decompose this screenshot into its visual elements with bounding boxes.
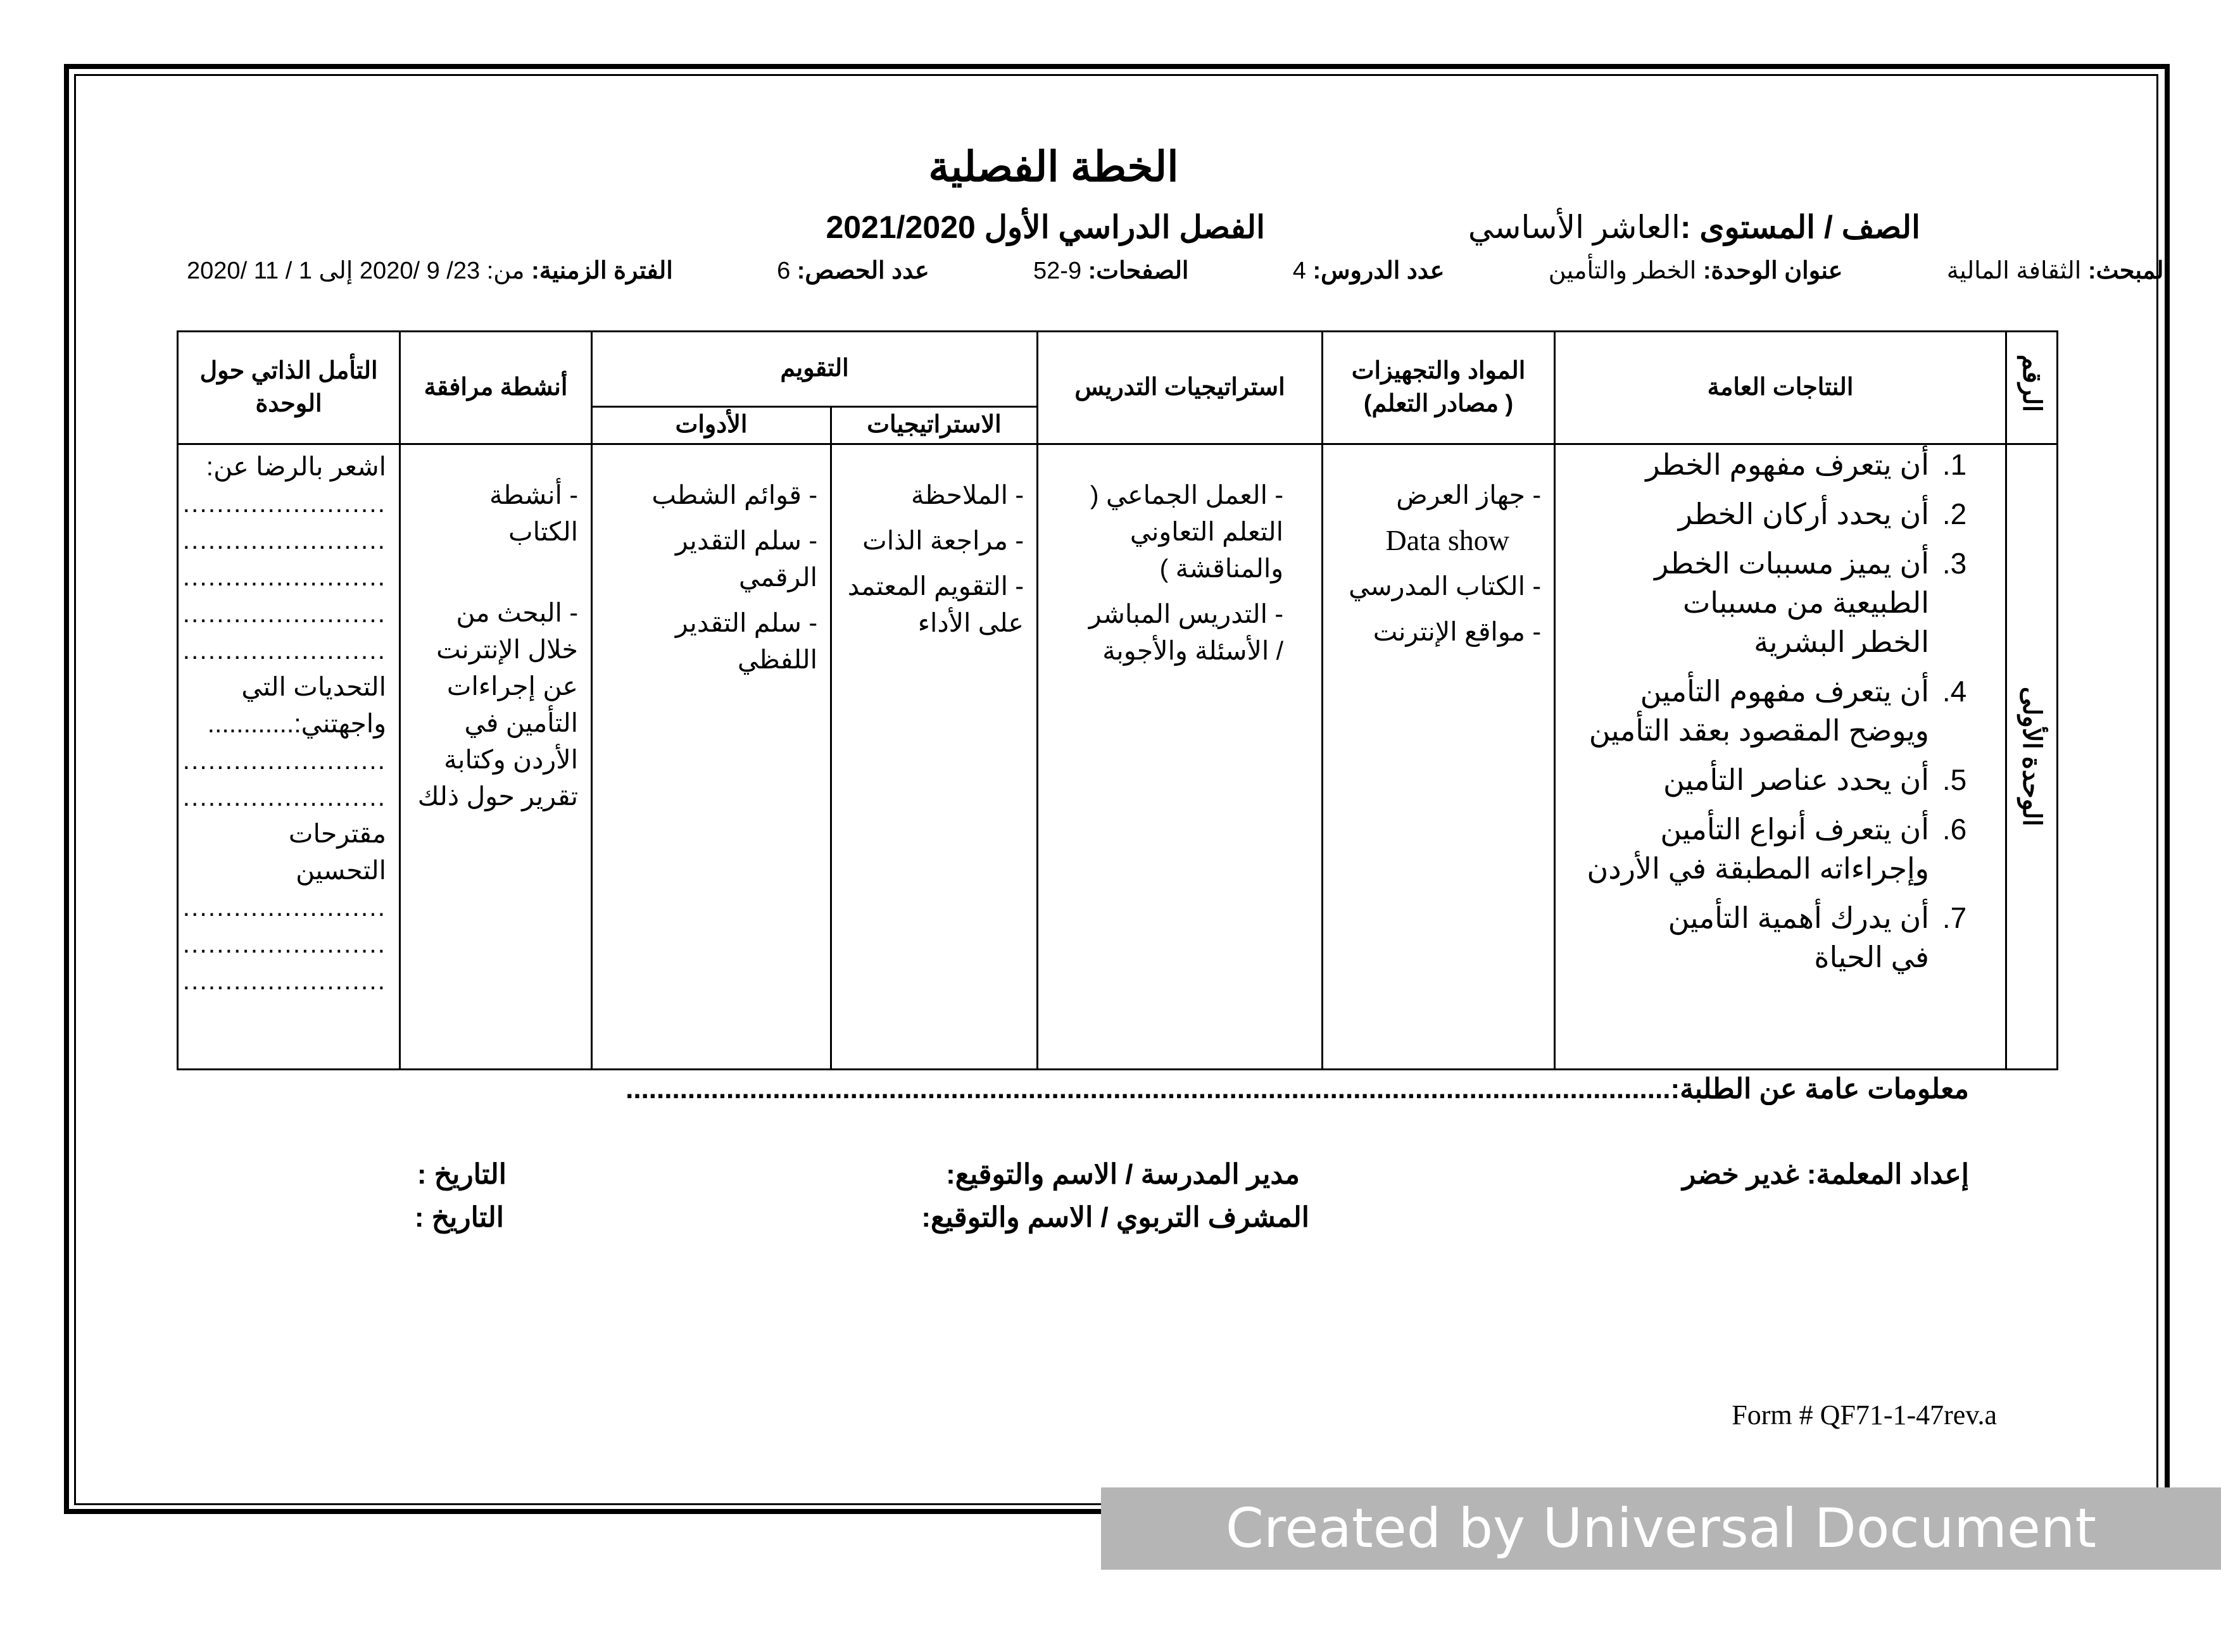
eval-strategy-item: - الملاحظة [845, 477, 1024, 513]
supervisor-date: التاريخ : [414, 1202, 504, 1233]
eval-tool-item: - سلم التقدير الرقمي [605, 522, 817, 596]
header-evaluation: التقويم [592, 332, 1038, 407]
outcome-item: 4. أن يتعرف مفهوم التأمين ويوضح المقصود بعقد التأمين [1589, 675, 1967, 747]
principal-signature: مدير المدرسة / الاسم والتوقيع: [946, 1159, 1300, 1190]
plan-table [177, 330, 2058, 1070]
page-title: الخطة الفصلية [928, 143, 1179, 190]
outcome-item: 2. أن يحدد أركان الخطر [1678, 497, 1967, 530]
material-item: Data show [1385, 524, 1510, 556]
blank-line: ........................ [182, 525, 386, 554]
watermark: Created by Universal Document Converter [1101, 1487, 2221, 1570]
outcome-item: 7. أن يدرك أهمية التأمين في الحياة [1668, 901, 1967, 973]
outcome-item: 6. أن يتعرف أنواع التأمين وإجراءاته المطبقة في الأردن [1587, 813, 1967, 885]
material-item: - جهاز العرض [1336, 477, 1541, 513]
blank-line: ........................ [182, 489, 386, 518]
blank-line: ........................ [182, 562, 386, 591]
blank-line: ........................ [182, 966, 386, 995]
activity-item: - البحث من خلال الإنترنت عن إجراءات التأمين في الأردن وكتابة تقرير حول ذلك [413, 594, 578, 815]
strategy-item: - التدريس المباشر / الأسئلة والأجوبة [1076, 596, 1283, 669]
header-outcomes: النتاجات العامة [1555, 332, 2006, 444]
blank-line: ........................ [182, 746, 386, 775]
eval-strategy-item: - مراجعة الذات [845, 522, 1024, 559]
lessons-count: عدد الدروس: 4 [1292, 258, 1445, 284]
header-reflection: التأمل الذاتي حول الوحدة [178, 332, 400, 444]
blank-line: ........................ [182, 929, 386, 958]
info-row [187, 256, 2170, 285]
reflection-cell [178, 444, 400, 1070]
outcomes-cell [1555, 444, 2006, 1070]
unit-title: عنوان الوحدة: الخطر والتأمين [1548, 258, 1843, 284]
principal-date: التاريخ : [417, 1159, 506, 1190]
eval-strategy-item: - التقويم المعتمد على الأداء [845, 568, 1024, 641]
subject: المبحث: الثقافة المالية [1946, 258, 2170, 284]
materials-cell [1323, 444, 1555, 1070]
header-activities: أنشطة مرافقة [400, 332, 592, 444]
time-period: الفترة الزمنية: من: 23/ 9 /2020 إلى 1 / 11 /2020 [187, 258, 673, 284]
reflection-satisfied: اشعر بالرضا عن: [206, 452, 386, 481]
grade-label: الصف / المستوى :العاشر الأساسي [1468, 210, 1920, 245]
material-item: - الكتاب المدرسي [1336, 568, 1541, 604]
blank-line: ........................ [182, 782, 386, 811]
material-item: - مواقع الإنترنت [1336, 613, 1541, 650]
outcome-item: 5. أن يحدد عناصر التأمين [1663, 763, 1967, 796]
strategies-cell [1038, 444, 1323, 1070]
pages: الصفحات: 9-52 [1033, 258, 1189, 284]
eval-tools-cell [592, 444, 831, 1070]
header-strategies: استراتيجيات التدريس [1038, 332, 1323, 444]
eval-strategies-cell [831, 444, 1038, 1070]
outcome-item: 1. أن يتعرف مفهوم الخطر [1645, 448, 1967, 481]
header-eval-tools: الأدوات [592, 407, 831, 444]
header-materials: المواد والتجهيزات ( مصادر التعلم) [1323, 332, 1555, 444]
outcome-item: 3. أن يميز مسببات الخطر الطبيعية من مسببات الخطر البشرية [1654, 547, 1967, 658]
semester: الفصل الدراسي الأول 2021/2020 [826, 210, 1265, 245]
blank-line: ........................ [182, 635, 386, 665]
unit-cell: الوحدة الأولى [2006, 444, 2058, 1070]
eval-tool-item: - سلم التقدير اللفظي [605, 604, 817, 678]
reflection-suggestions: مقترحات التحسين [288, 819, 386, 885]
prepared-by: إعداد المعلمة: غدير خضر [1682, 1159, 1969, 1190]
blank-line: ........................ [182, 599, 386, 628]
strategy-item: - العمل الجماعي ( التعلم التعاوني والمناقشة ) [1076, 477, 1283, 587]
activity-item: - أنشطة الكتاب [413, 477, 578, 550]
header-number: الرقم [2006, 332, 2058, 444]
periods-count: عدد الحصص: 6 [777, 258, 929, 284]
eval-tool-item: - قوائم الشطب [605, 477, 817, 513]
header-eval-strategies: الاستراتيجيات [831, 407, 1038, 444]
activities-cell [400, 444, 592, 1070]
blank-line: ........................ [182, 892, 386, 922]
students-info: معلومات عامة عن الطلبة:....................................................................................................................................... [626, 1073, 1969, 1104]
form-number: Form # QF71-1-47rev.a [1732, 1399, 1997, 1430]
supervisor-signature: المشرف التربوي / الاسم والتوقيع: [921, 1202, 1309, 1233]
reflection-challenges: التحديات التي واجهتني:............ [207, 672, 386, 738]
